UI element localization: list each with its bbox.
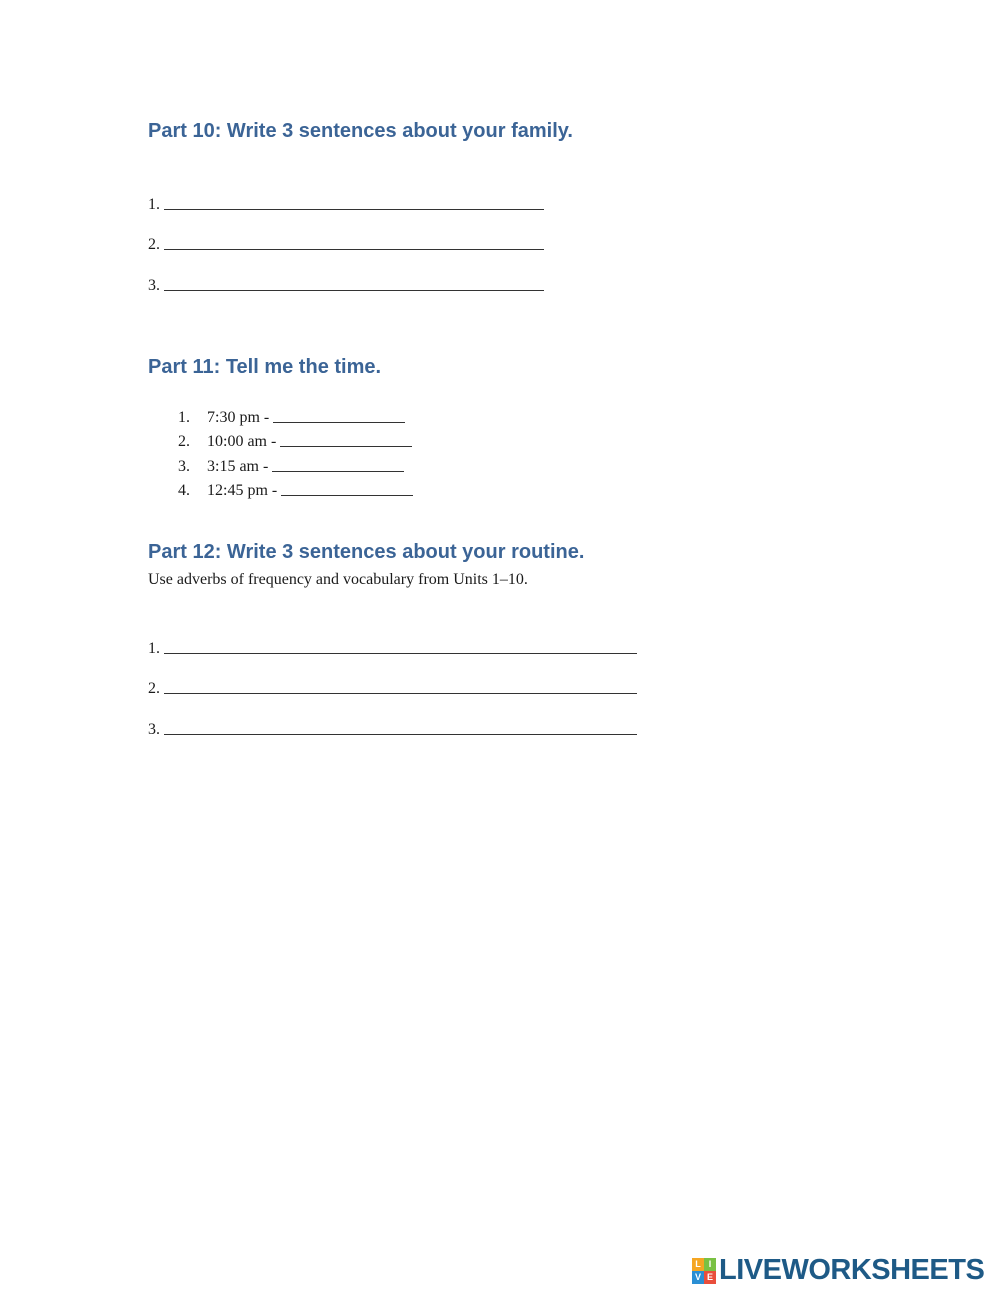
answer-blank[interactable] — [164, 289, 544, 291]
time-item-number: 3. — [178, 457, 190, 475]
time-item-number: 1. — [178, 408, 190, 426]
time-answer-blank[interactable] — [280, 445, 412, 447]
logo-mark-letter: I — [704, 1258, 716, 1271]
time-item-number: 4. — [178, 482, 190, 499]
part-10-answer-line-2[interactable] — [148, 232, 544, 254]
time-answer-blank[interactable] — [272, 470, 404, 472]
time-item-4 — [178, 476, 413, 501]
answer-blank[interactable] — [164, 652, 637, 654]
time-answer-blank[interactable] — [281, 494, 413, 496]
logo-mark-letter: L — [692, 1258, 704, 1271]
line-number: 1. — [148, 196, 160, 213]
part-12-answer-line-2[interactable] — [148, 676, 637, 698]
answer-blank[interactable] — [164, 248, 544, 250]
logo-mark-letter: V — [692, 1271, 704, 1284]
part-12-answer-line-1[interactable] — [148, 636, 637, 658]
time-label: 3:15 am - — [207, 457, 269, 475]
line-number: 2. — [148, 236, 160, 253]
answer-blank[interactable] — [164, 733, 637, 735]
logo-mark-letter: E — [704, 1271, 716, 1284]
answer-blank[interactable] — [164, 692, 637, 694]
line-number: 1. — [148, 640, 160, 657]
time-item-2 — [178, 427, 413, 452]
time-label: 12:45 pm - — [207, 482, 278, 499]
part-12-answer-line-3[interactable] — [148, 717, 637, 739]
logo-mark-icon — [692, 1258, 716, 1284]
liveworksheets-logo — [692, 1254, 984, 1287]
time-label: 10:00 am - — [207, 433, 277, 450]
part-10-heading: Part 10: Write 3 sentences about your family. — [148, 120, 573, 142]
time-list — [178, 402, 413, 500]
part-12-instruction: Use adverbs of frequency and vocabulary from Units 1–10. — [148, 571, 528, 588]
logo-text: LIVEWORKSHEETS — [719, 1254, 985, 1286]
part-10-answer-line-3[interactable] — [148, 273, 544, 295]
time-answer-blank[interactable] — [273, 421, 405, 423]
line-number: 3. — [148, 721, 160, 738]
time-item-1 — [178, 402, 413, 427]
part-10-answer-line-1[interactable] — [148, 192, 544, 214]
time-item-3 — [178, 451, 413, 476]
line-number: 2. — [148, 680, 160, 697]
time-label: 7:30 pm - — [207, 408, 270, 426]
part-11-heading: Part 11: Tell me the time. — [148, 356, 382, 378]
answer-blank[interactable] — [164, 208, 544, 210]
time-item-number: 2. — [178, 433, 190, 450]
part-12-heading: Part 12: Write 3 sentences about your routine. — [148, 541, 585, 563]
line-number: 3. — [148, 277, 160, 294]
